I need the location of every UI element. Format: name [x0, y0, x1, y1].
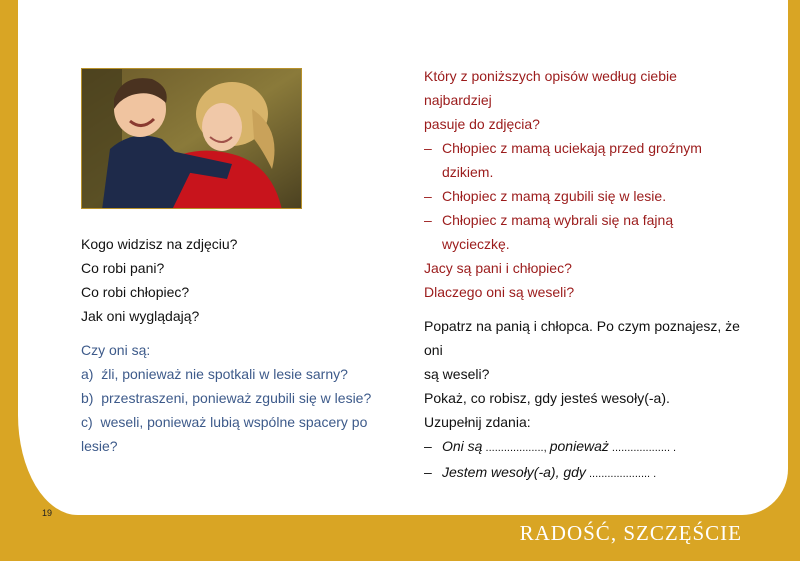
chapter-title: RADOŚĆ, SZCZĘŚCIE	[519, 521, 742, 545]
pokaz-text: Pokaż, co robisz, gdy jesteś wesoły(-a).	[424, 390, 670, 406]
description-option-1: – Chłopiec z mamą uciekają przed groźnym dzikiem.	[424, 140, 702, 180]
quiz-option-b: b) przestraszeni, ponieważ zgubili się w lesie?	[81, 390, 372, 406]
uzupelnij-text: Uzupełnij zdania:	[424, 414, 531, 430]
quiz-option-a: a) źli, ponieważ nie spotkali w lesie sarny?	[81, 366, 348, 382]
quiz-option-c: c) weseli, ponieważ lubią wspólne spacery po lesie?	[81, 414, 368, 454]
popatrz-line2: są weseli?	[424, 366, 490, 382]
description-option-3: – Chłopiec z mamą wybrali się na fajną wycieczkę.	[424, 212, 674, 252]
popatrz-line1: Popatrz na panią i chłopca. Po czym poznajesz, że oni	[424, 318, 740, 358]
description-option-2: – Chłopiec z mamą zgubili się w lesie.	[424, 188, 667, 204]
fill-sentence-1: – Oni są ..................., ponieważ ................... .	[424, 438, 677, 454]
photo-image	[82, 69, 302, 209]
question-why-happy: Dlaczego oni są weseli?	[424, 284, 575, 300]
fill-sentence-2: – Jestem wesoły(-a), gdy .................... .	[424, 464, 657, 480]
question-who: Kogo widzisz na zdjęciu?	[81, 236, 238, 252]
question-what-like: Jacy są pani i chłopiec?	[424, 260, 572, 276]
question-description-line2: pasuje do zdjęcia?	[424, 116, 540, 132]
question-woman: Co robi pani?	[81, 260, 165, 276]
question-look: Jak oni wyglądają?	[81, 308, 200, 324]
right-column	[424, 64, 744, 486]
left-column	[81, 232, 401, 458]
quiz-title: Czy oni są:	[81, 342, 151, 358]
photo-mother-and-boy	[81, 68, 302, 209]
question-boy: Co robi chłopiec?	[81, 284, 190, 300]
question-description-line1: Który z poniższych opisów według ciebie najbardziej	[424, 68, 677, 108]
page-number: 19	[42, 508, 53, 518]
